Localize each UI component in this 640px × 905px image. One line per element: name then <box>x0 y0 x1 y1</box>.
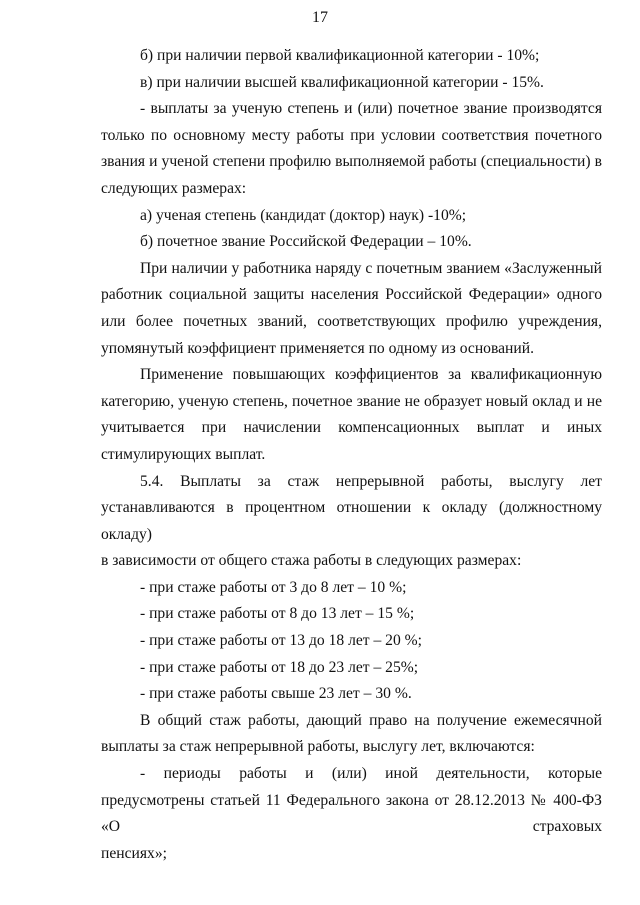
list-item-seniority-13-18: - при стаже работы от 13 до 18 лет – 20 %; <box>140 632 422 650</box>
document-body <box>101 43 602 867</box>
paragraph-qualification-highest: в) при наличии высшей квалификационной категории - 15%. <box>140 73 544 91</box>
page-number: 17 <box>312 9 328 26</box>
list-item-seniority-18-23: - при стаже работы от 18 до 23 лет – 25%; <box>140 658 419 676</box>
paragraph-section-5-4: 5.4. Выплаты за стаж непрерывной работы, выслугу лет устанавливаются в процентном отношении к окладу (должностному окладу) в зависимости от общего стажа работы в следующих размерах: <box>101 472 602 570</box>
paragraph-work-periods: - периоды работы и (или) иной деятельности, которые предусмотрены статьей 11 Федерального закона от 28.12.2013 № 400-ФЗ «О страховых пенсиях»; <box>101 765 602 862</box>
paragraph-multiple-titles: При наличии у работника наряду с почетным званием «Заслуженный работник социальной защиты населения Российской Федерации» одного или более почетных званий, соответствующих профилю учреждения, упомянутый коэффициент применяется по одному из оснований. <box>101 259 602 357</box>
paragraph-degree-payments: - выплаты за ученую степень и (или) почетное звание производятся только по основному месту работы при условии соответствия почетного звания и ученой степени профилю выполняемой работы (специальности) в следующих размерах: <box>101 100 602 197</box>
list-item-seniority-8-13: - при стаже работы от 8 до 13 лет – 15 %; <box>140 605 415 623</box>
paragraph-academic-degree: а) ученая степень (кандидат (доктор) наук) -10%; <box>140 206 467 224</box>
paragraph-qualification-first: б) при наличии первой квалификационной категории - 10%; <box>140 47 540 64</box>
list-item-seniority-3-8: - при стаже работы от 3 до 8 лет – 10 %; <box>140 578 407 596</box>
paragraph-coefficients: Применение повышающих коэффициентов за квалификационную категорию, ученую степень, почетное звание не образует новый оклад и не учитывается при начислении компенсационных выплат и иных стимулирующих выплат. <box>101 366 602 463</box>
list-item-seniority-over-23: - при стаже работы свыше 23 лет – 30 %. <box>140 685 412 703</box>
paragraph-total-seniority: В общий стаж работы, дающий право на получение ежемесячной выплаты за стаж непрерывной работы, выслугу лет, включаются: <box>101 711 602 756</box>
paragraph-honorary-title: б) почетное звание Российской Федерации – 10%. <box>140 233 472 251</box>
